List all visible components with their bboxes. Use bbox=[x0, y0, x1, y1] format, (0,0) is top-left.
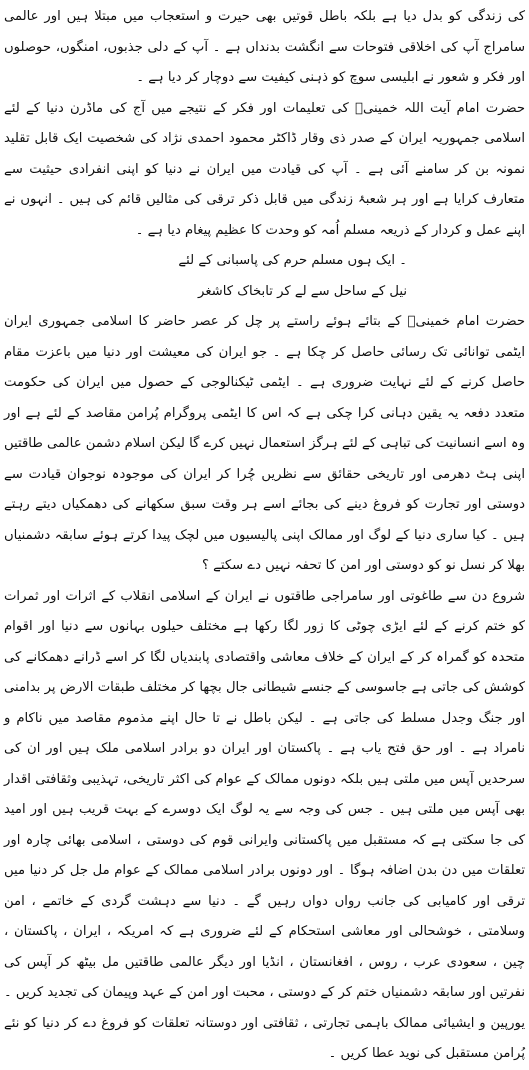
paragraph-2: حضرت امام آیت اللہ خمینیؒ کی تعلیمات اور فکر کے نتیجے میں آج کی ماڈرن دنیا کے لئے اسلامی جمہوریہ ایران کے صدر ذی وقار ڈاکٹر محمود احمدی نژاد کی شخصیت ایک قابل تقلید نمونہ بن کر سامنے آئی ہے ۔ آپ کی قیادت میں ایران نے دنیا کو اپنی انفرادی حیثیت سے متعارف کرایا ہے اور ہر شعبۂ زندگی میں قابل ذکر ترقی کی مثالیں قائم کی ہیں ۔ انہوں نے اپنے عمل و کردار کے ذریعہ مسلم اُمہ کو وحدت کا عظیم پیغام دیا ہے ۔ bbox=[4, 100, 525, 238]
verse-line-2: نیل کے ساحل سے لے کر تابخاک کاشغر bbox=[198, 283, 407, 299]
paragraph-3: حضرت امام خمینیؒ کے بتائے ہوئے راستے پر چل کر عصر حاضر کا اسلامی جمہوری ایران ایٹمی توانائی تک رسائی حاصل کر چکا ہے ۔ جو ایران کی معیشت اور دنیا میں باعزت مقام حاصل کرنے کے لئے نہایت ضروری ہے ۔ ایٹمی ٹیکنالوجی کے حصول میں ایران کی حکومت متعدد دفعہ یہ یقین دہانی کرا چکی ہے کہ اس کا ایٹمی پروگرام پُرامن مقاصد کے لئے ہے اور وہ اسے انسانیت کی تباہی کے لئے ہرگز استعمال نہیں کرے گا لیکن اسلام دشمن عالمی طاقتیں اپنی ہٹ دھرمی اور تاریخی حقائق سے نظریں چُرا کر ایران کی موجودہ نوجوان قیادت سے دوستی اور تجارت کو فروغ دینے کی بجائے اسے ہر وقت سبق سکھانے کی دھمکیاں دیتے رہتے ہیں ۔ کیا ساری دنیا کے لوگ اور ممالک اپنی پالیسیوں میں لچک پیدا کرتے ہوئے سابقہ دشمنیاں بھلا کر نسل نو کو دوستی اور امن کا تحفہ نہیں دے سکتے ؟ bbox=[4, 314, 525, 573]
paragraph-1: کی زندگی کو بدل دیا ہے بلکہ باطل قوتیں بھی حیرت و استعجاب میں مبتلا ہیں اور عالمی سامراج آپ کی اخلاقی فتوحات سے انگشت بدنداں ہے ۔ آپ کے دلی جذبوں، امنگوں، حوصلوں اور فکر و شعور نے ابلیسی سوچ کو ذہنی کیفیت سے دوچار کر دیا ہے ۔ bbox=[4, 9, 525, 85]
paragraph-4: شروع دن سے طاغوتی اور سامراجی طاقتوں نے ایران کے اسلامی انقلاب کے اثرات اور ثمرات کو ختم کرنے کے لئے ایڑی چوٹی کا زور لگا رکھا ہے مختلف حیلوں بہانوں سے دنیا اور اقوام متحدہ کو گمراہ کر کے ایران کے خلاف معاشی واقتصادی پابندیاں لگا کر اسے ڈرانے دھمکانے کی کوشش کی جاتی ہے جاسوسی کے جنسے شیطانی جال بچھا کر مختلف طبقات الارض پر بدامنی اور جنگ وجدل مسلط کی جاتی ہے ۔ لیکن باطل نے تا حال اپنے مذموم مقاصد میں ناکام و نامراد ہے ۔ اور حق فتح یاب ہے ۔ پاکستان اور ایران دو برادر اسلامی ملک ہیں اور ان کی سرحدیں آپس میں ملتی ہیں بلکہ دونوں ممالک کے عوام کی اکثر تاریخی، تہذیبی وثقافتی اقدار بھی آپس میں ملتی ہیں ۔ جس کی وجہ سے یہ لوگ ایک دوسرے کے بہت قریب ہیں اور امید کی جا سکتی ہے کہ مستقبل میں پاکستانی وایرانی قوم کی دوستی ، اسلامی بھائی چارہ اور تعلقات میں دن بدن اضافہ ہوگا ۔ اور دونوں برادر اسلامی ممالک کے عوام مل جل کر دنیا میں ترقی اور کامیابی کی جانب رواں دواں رہیں گے ۔ دنیا سے دہشت گردی کے خاتمے ، امن وسلامتی ، خوشحالی اور معاشی استحکام کے لئے ضروری ہے کہ امریکہ ، ایران ، پاکستان ، چین ، سعودی عرب ، روس ، افغانستان ، انڈیا اور دیگر عالمی طاقتیں مل بیٹھ کر آپس کی نفرتیں اور سابقہ دشمنیاں ختم کر کے دوستی ، محبت اور امن کے عہد وپیمان کی تجدید کریں ۔ یورپین و ایشیائی ممالک باہمی تجارتی ، ثقافتی اور دوستانہ تعلقات کو فروغ دے کر دنیا کو نئے پُرامن مستقبل کی نوید عطا کریں ۔ bbox=[4, 588, 525, 1061]
verse-line-1: ۔ ایک ہوں مسلم حرم کی پاسبانی کے لئے bbox=[178, 253, 407, 268]
article-body bbox=[4, 2, 525, 1070]
